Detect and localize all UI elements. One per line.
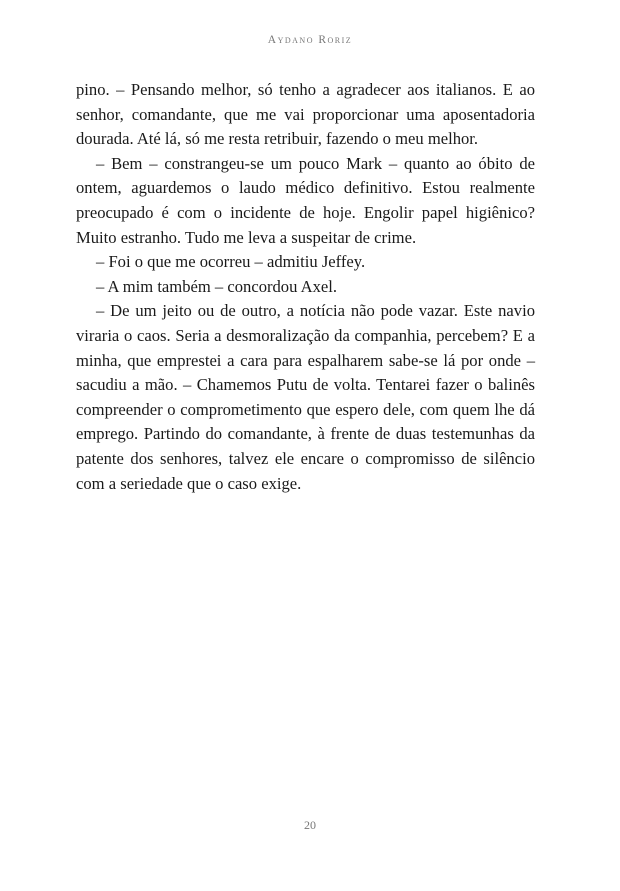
paragraph: – A mim também – concordou Axel.: [96, 276, 338, 296]
running-head: Aydano Roriz: [267, 34, 353, 46]
page-number: 20: [304, 818, 316, 832]
paragraph: – Foi o que me ocorreu – admitiu Jeffey.: [96, 252, 366, 272]
paragraph: pino. – Pensando melhor, só tenho a agradecer aos italianos. E ao senhor, comandante, que me vai proporcionar uma aposentadoria dourada. Até lá, só me resta retribuir, fazendo o meu melhor.: [76, 80, 535, 149]
paragraph: – Bem – constrangeu-se um pouco Mark – quanto ao óbito de ontem, aguardemos o laudo médico definitivo. Estou realmente preocupado é com o incidente de hoje. Engolir papel higiênico? Muito estranho. Tudo me leva a suspeitar de crime.: [76, 153, 535, 247]
paragraph: – De um jeito ou de outro, a notícia não pode vazar. Este navio viraria o caos. Seria a desmoralização da companhia, percebem? E a minha, que emprestei a cara para espalharem sabe-se lá por onde – sacudiu a mão. – Chamemos Putu de volta. Tentarei fazer o balinês compreender o comprometimento que espero dele, com quem lhe dá emprego. Partindo do comandante, à frente de duas testemunhas da patente dos senhores, talvez ele encare o compromisso de silêncio com a seriedade que o caso exige.: [76, 301, 535, 493]
body-text: [76, 78, 535, 496]
